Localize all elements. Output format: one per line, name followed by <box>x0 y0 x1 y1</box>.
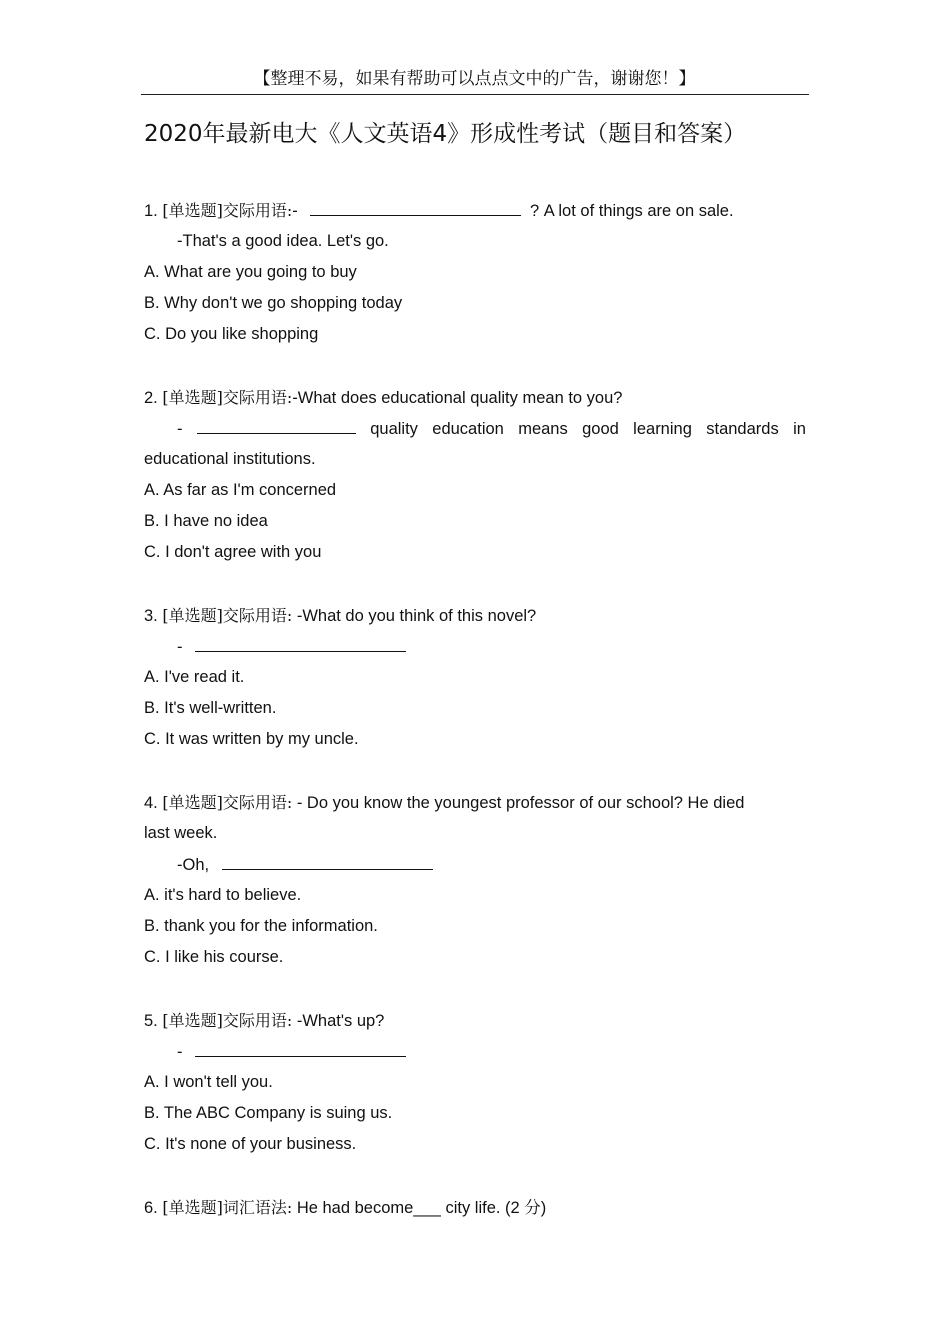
question-6-stem: 6. [单选题]词汇语法: He had become___ city life. (2 分) <box>144 1198 547 1217</box>
answer-blank <box>195 1036 406 1057</box>
question-3-option-a: A. I've read it. <box>144 668 245 686</box>
question-2-stem: 2. [单选题]交际用语:-What does educational quality mean to you? <box>144 388 623 407</box>
question-2-option-c: C. I don't agree with you <box>144 543 322 561</box>
question-4-stem: 4. [单选题]交际用语: - Do you know the youngest professor of our school? He died <box>144 793 745 812</box>
question-1-option-a: A. What are you going to buy <box>144 263 357 281</box>
question-4-reply: -Oh, <box>177 849 437 880</box>
question-2-option-b: B. I have no idea <box>144 512 268 530</box>
answer-blank <box>310 195 521 216</box>
question-1-reply: -That's a good idea. Let's go. <box>177 232 389 250</box>
question-4-option-a: A. it's hard to believe. <box>144 886 302 904</box>
question-3-option-b: B. It's well-written. <box>144 699 277 717</box>
question-5-stem: 5. [单选题]交际用语: -What's up? <box>144 1011 385 1030</box>
answer-blank <box>195 631 406 652</box>
question-5-option-b: B. The ABC Company is suing us. <box>144 1104 393 1122</box>
answer-blank <box>222 849 433 870</box>
header-divider <box>141 94 809 95</box>
question-4-stem-cont: last week. <box>144 824 218 842</box>
question-5-option-c: C. It's none of your business. <box>144 1135 357 1153</box>
question-3-stem: 3. [单选题]交际用语: -What do you think of this novel? <box>144 606 537 625</box>
question-2-option-a: A. As far as I'm concerned <box>144 481 337 499</box>
question-1-option-c: C. Do you like shopping <box>144 325 319 343</box>
document-title: 2020年最新电大《人文英语4》形成性考试（题目和答案） <box>144 121 747 147</box>
question-1-stem: 1. [单选题]交际用语:- ? A lot of things are on sale. <box>144 195 734 226</box>
header-note: 【整理不易，如果有帮助可以点点文中的广告，谢谢您！】 <box>253 69 696 89</box>
question-5-option-a: A. I won't tell you. <box>144 1073 273 1091</box>
question-1-option-b: B. Why don't we go shopping today <box>144 294 403 312</box>
question-4-option-b: B. thank you for the information. <box>144 917 378 935</box>
question-3-reply: - <box>177 631 410 662</box>
question-5-reply: - <box>177 1036 410 1067</box>
question-3-option-c: C. It was written by my uncle. <box>144 730 359 748</box>
answer-blank <box>197 413 356 434</box>
question-2-reply: - quality education means good learning standards in <box>177 413 806 444</box>
question-4-option-c: C. I like his course. <box>144 948 284 966</box>
question-2-reply-cont: educational institutions. <box>144 450 316 468</box>
